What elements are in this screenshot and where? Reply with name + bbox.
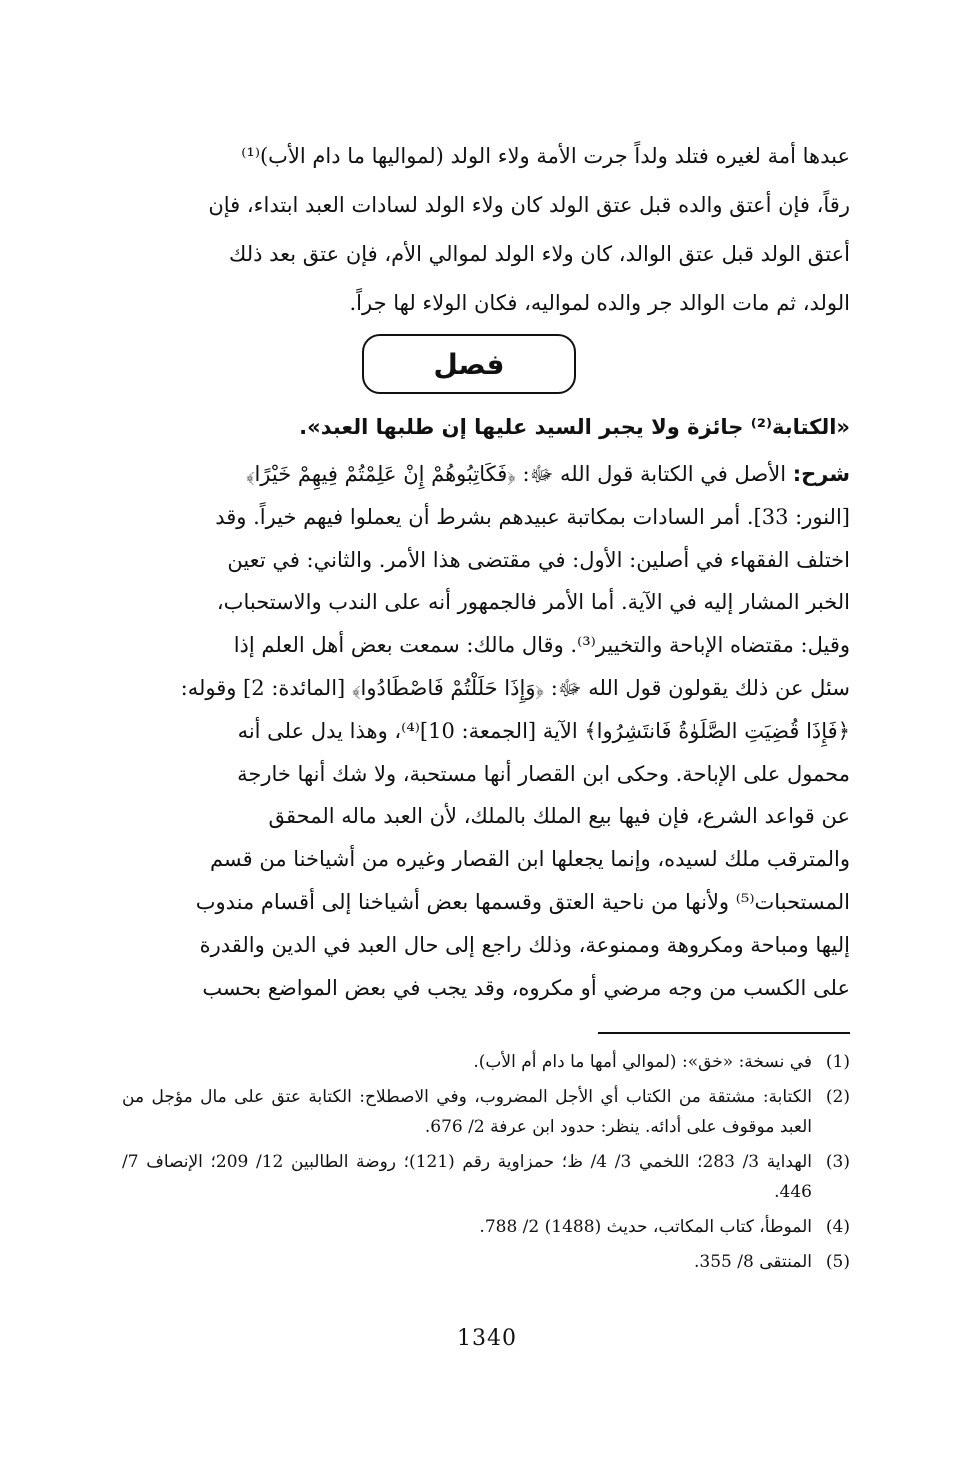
- paragraph-line: اختلف الفقهاء في أصلين: الأول: في مقتضى هذا الأمر. والثاني: في تعين: [227, 547, 850, 572]
- section-heading-box: [362, 334, 576, 394]
- footnote-text: في نسخة: «خق»: (لموالي أمها ما دام أم الأب).: [473, 1052, 812, 1072]
- paragraph-line: محمول على الإباحة. وحكى ابن القصار أنها مستحبة، ولا شك أنها خارجة: [237, 761, 850, 786]
- footnote-item: [122, 1147, 850, 1207]
- footnote-divider: [598, 1032, 850, 1034]
- paragraph-line: [125, 453, 850, 496]
- footnote-item: [122, 1047, 850, 1077]
- page-number: 1340: [457, 1326, 517, 1351]
- paragraph-line: الولد، ثم مات الوالد جر والده لمواليه، فكان الولاء لها جراً.: [349, 291, 850, 315]
- footnote-item: [122, 1247, 850, 1277]
- sharh-first-line: الأصل في الكتابة قول الله ﷻ: ﴿فَكَاتِبُوهُمْ إِنْ عَلِمْتُمْ فِيهِمْ خَيْرًا﴾: [245, 462, 787, 486]
- footnote-number: (4): [825, 1217, 850, 1237]
- footnote-text: الموطأ، كتاب المكاتب، حديث (1488) 2/ 788.: [479, 1217, 812, 1237]
- footnote-number: (3): [825, 1152, 850, 1172]
- paragraph-line: الخبر المشار إليه في الآية. أما الأمر فالجمهور أنه على الندب والاستحباب،: [216, 590, 850, 615]
- footnote-number: (5): [825, 1252, 850, 1272]
- footnote-item: [122, 1082, 850, 1142]
- paragraph-line: والمترقب ملك لسيده، وإنما يجعلها ابن القصار وغيره من أشياخنا من قسم: [209, 847, 850, 872]
- paragraph-line: سئل عن ذلك يقولون قول الله ﷻ: ﴿وَإِذَا حَلَلْتُمْ فَاصْطَادُوا﴾ [المائدة: 2] وقوله:: [180, 675, 850, 700]
- top-paragraph: [125, 132, 850, 328]
- footnote-text: المنتقى 8/ 355.: [694, 1252, 812, 1272]
- paragraph-line: عبدها أمة لغيره فتلد ولداً جرت الأمة ولاء الولد (لمواليها ما دام الأب)⁽¹⁾: [241, 144, 850, 168]
- paragraph-line: أعتق الولد قبل عتق الوالد، كان ولاء الولد لموالي الأم، فإن عتق بعد ذلك: [229, 242, 850, 266]
- footnote-number: (2): [825, 1087, 850, 1107]
- footnote-text: الهداية 3/ 283؛ اللخمي 3/ 4/ ظ؛ حمزاوية رقم (121)؛ روضة الطالبين 12/ 209؛ الإنصاف 7/ 446.: [122, 1152, 812, 1202]
- paragraph-line: رقاً، فإن أعتق والده قبل عتق الولد كان ولاء الولد لسادات العبد ابتداء، فإن: [208, 193, 850, 217]
- footnote-text: الكتابة: مشتقة من الكتاب أي الأجل المضروب، وفي الاصطلاح: الكتابة عتق على مال مؤجل من العبد موقوف على أدائه. ينظر: حدود ابن عرفة 2/ 676.: [122, 1087, 812, 1137]
- paragraph-line: المستحبات⁽⁵⁾ ولأنها من ناحية العتق وقسمها بعض أشياخنا إلى أقسام مندوب: [195, 889, 850, 914]
- matn-text: «الكتابة⁽²⁾ جائزة ولا يجبر السيد عليها إن طلبها العبد».: [299, 415, 850, 439]
- section-heading: فصل: [433, 347, 505, 381]
- paragraph-line: ﴿فَإِذَا قُضِيَتِ الصَّلَوٰةُ فَانتَشِرُوا﴾ الآية [الجمعة: 10]⁽⁴⁾، وهذا يدل على أنه: [237, 718, 850, 743]
- paragraph-line: إليها ومباحة ومكروهة وممنوعة، وذلك راجع إلى حال العبد في الدين والقدرة: [199, 932, 850, 957]
- sharh-paragraph: [125, 453, 850, 1009]
- paragraph-line: عن قواعد الشرع، فإن فيها بيع الملك بالملك، لأن العبد ماله المحقق: [268, 804, 850, 829]
- footnote-item: [122, 1212, 850, 1242]
- paragraph-line: [النور: 33]. أمر السادات بمكاتبة عبيدهم بشرط أن يعملوا فيهم خيراً. وقد: [215, 504, 850, 529]
- footnotes: [122, 1047, 850, 1282]
- footnote-number: (1): [825, 1052, 850, 1072]
- paragraph-line: وقيل: مقتضاه الإباحة والتخيير⁽³⁾. وقال مالك: سمعت بعض أهل العلم إذا: [233, 633, 850, 658]
- sharh-label: شرح:: [792, 462, 850, 486]
- paragraph-line: على الكسب من وجه مرضي أو مكروه، وقد يجب في بعض المواضع بحسب: [202, 975, 850, 1000]
